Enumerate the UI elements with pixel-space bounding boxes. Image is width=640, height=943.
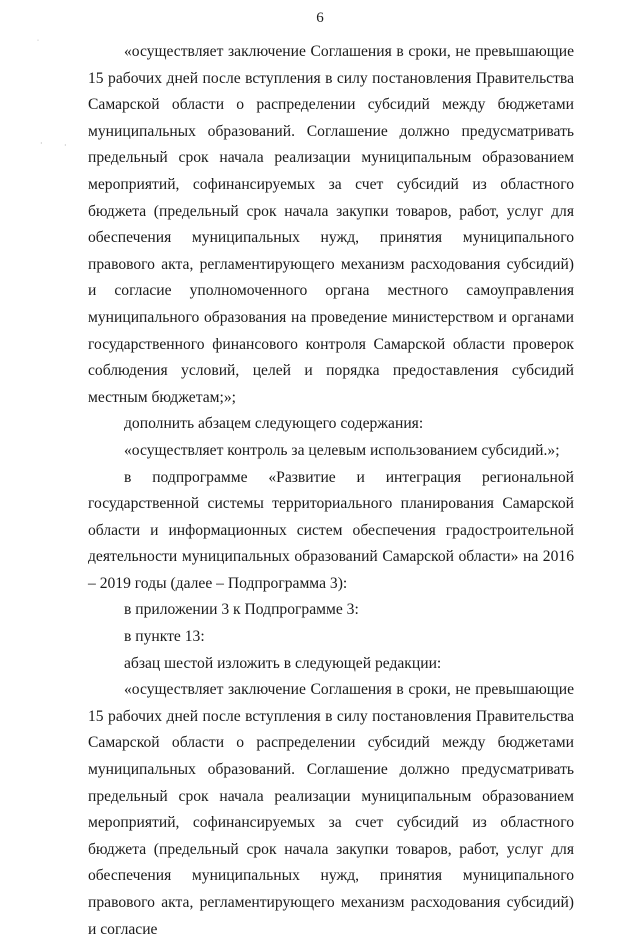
paragraph-subprogram-3-heading: в подпрограмме «Развитие и интеграция региональной государственной системы территориального планирования Самарской области и информационных систем обеспечения градостроительной деятельности муниципальных образований Самарской области» на 2016 – 2019 годы (далее – Подпрограмма 3): bbox=[88, 468, 574, 592]
paragraph-add-clause-instruction: дополнить абзацем следующего содержания: bbox=[124, 415, 424, 433]
paragraph-quoted-control-clause: «осуществляет контроль за целевым использованием субсидий.»; bbox=[124, 441, 560, 459]
scan-speck: · bbox=[40, 139, 43, 148]
scan-speck: · bbox=[64, 141, 67, 150]
document-body bbox=[88, 39, 574, 943]
paragraph-quoted-agreement-clause-repeat: «осуществляет заключение Соглашения в сроки, не превышающие 15 рабочих дней после вступления в силу постановления Правительства Самарской области о распределении субсидий между бюджетами муниципальных образований. Соглашение должно предусматривать предельный срок начала реализации муниципальным образованием мероприятий, софинансируемых за счет субсидий из областного бюджета (предельный срок начала закупки товаров, работ, услуг для обеспечения муниципальных нужд, принятия муниципального правового акта, регламентирующего механизм расходования субсидий) и согласие bbox=[88, 681, 574, 938]
paragraph-sixth-paragraph-instruction: абзац шестой изложить в следующей редакции: bbox=[124, 654, 442, 672]
paragraph-item-13-reference: в пункте 13: bbox=[124, 628, 205, 646]
scan-speck: ˙ bbox=[36, 39, 40, 48]
page-number: 6 bbox=[316, 10, 324, 26]
paragraph-quoted-agreement-clause: «осуществляет заключение Соглашения в сроки, не превышающие 15 рабочих дней после вступления в силу постановления Правительства Самарской области о распределении субсидий между бюджетами муниципальных образований. Соглашение должно предусматривать предельный срок начала реализации муниципальным образованием мероприятий, софинансируемых за счет субсидий из областного бюджета (предельный срок начала закупки товаров, работ, услуг для обеспечения муниципальных нужд, принятия муниципального правового акта, регламентирующего механизм расходования субсидий) и согласие уполномоченного органа местного самоуправления муниципального образования на проведение министерством и органами государственного финансового контроля Самарской области проверок соблюдения условий, целей и порядка предоставления субсидий местным бюджетам;»; bbox=[88, 43, 574, 406]
paragraph-appendix-3-reference: в приложении 3 к Подпрограмме 3: bbox=[124, 601, 359, 619]
